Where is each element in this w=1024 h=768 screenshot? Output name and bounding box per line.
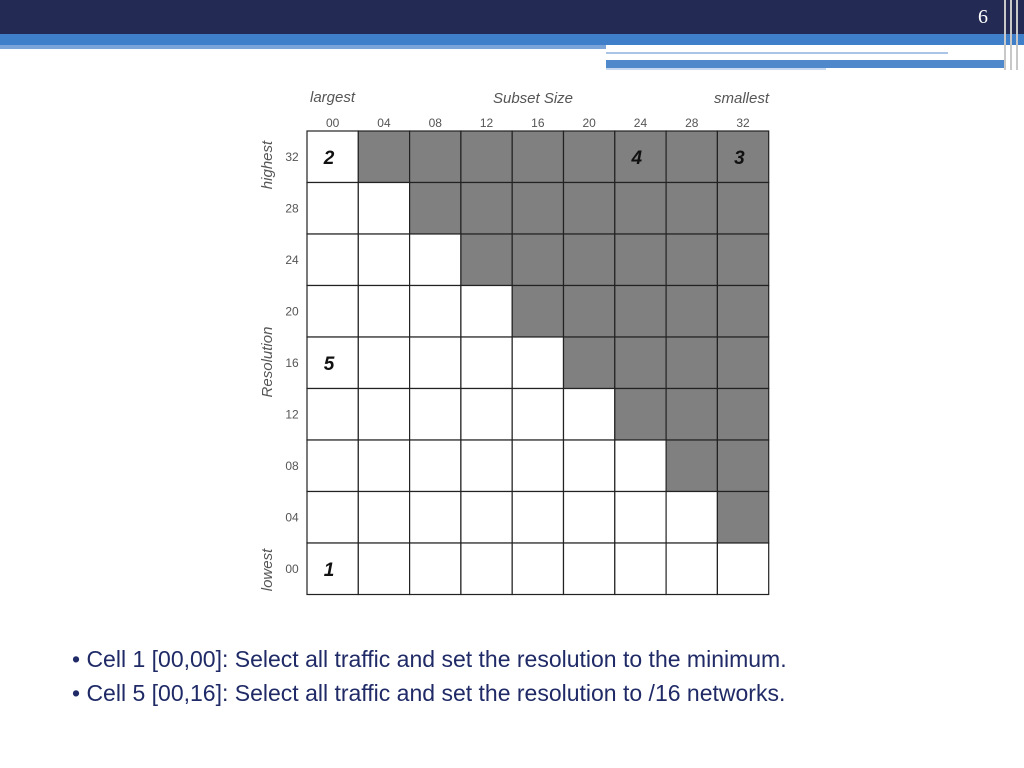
grid-cell (307, 234, 358, 286)
grid-cell-shaded (717, 234, 768, 286)
grid-cell (666, 492, 717, 544)
grid-cell (461, 286, 512, 338)
grid-cell-shaded (717, 337, 768, 389)
grid-cell (461, 543, 512, 595)
grid-cell (410, 440, 461, 492)
grid-cell-shaded (666, 183, 717, 235)
column-tick-label: 28 (685, 116, 699, 130)
grid-cell (666, 543, 717, 595)
grid-cell-shaded (512, 131, 563, 183)
column-tick-label: 08 (428, 116, 442, 130)
column-tick-label: 24 (633, 116, 648, 130)
grid-cell-shaded (461, 131, 512, 183)
axis-label-lowest: lowest (259, 548, 276, 592)
column-tick-label: 00 (325, 116, 340, 130)
row-tick-label: 24 (285, 252, 299, 267)
grid-cell-shaded (358, 131, 409, 183)
grid-cell-shaded (666, 337, 717, 389)
grid-cell-shaded (564, 286, 615, 338)
grid-cell-shaded (615, 183, 666, 235)
grid-cell (358, 234, 409, 286)
slide-number: 6 (978, 6, 988, 28)
grid-cell (410, 492, 461, 544)
cell-label-4: 4 (631, 148, 643, 169)
grid-cell-shaded (410, 183, 461, 235)
grid-cell (564, 492, 615, 544)
grid-cell-shaded (615, 389, 666, 441)
column-tick-label: 20 (582, 116, 596, 130)
grid-cell (512, 543, 563, 595)
grid-cell (512, 337, 563, 389)
grid-cell (307, 492, 358, 544)
grid-cell (512, 440, 563, 492)
bullet-item: • Cell 1 [00,00]: Select all traffic and set the resolution to the minimum. (72, 646, 787, 672)
grid-cell (512, 389, 563, 441)
grid-cell (358, 286, 409, 338)
axis-label-smallest: smallest (713, 90, 769, 107)
grid-cell (358, 492, 409, 544)
grid-cell (564, 389, 615, 441)
axis-label-largest: largest (310, 89, 356, 106)
grid-cell (461, 440, 512, 492)
grid-cell (461, 389, 512, 441)
grid-cell-shaded (410, 131, 461, 183)
grid-cell-shaded (512, 286, 563, 338)
grid-cell-shaded (564, 183, 615, 235)
grid-cell-shaded (615, 337, 666, 389)
grid-cell (410, 337, 461, 389)
grid-cell-shaded (666, 286, 717, 338)
grid-cell (358, 543, 409, 595)
grid-cell (307, 183, 358, 235)
row-tick-label: 16 (285, 355, 299, 370)
grid-cell (307, 440, 358, 492)
column-tick-label: 32 (736, 116, 750, 130)
row-tick-label: 08 (285, 458, 299, 473)
grid-cell (615, 492, 666, 544)
grid-cell-shaded (512, 234, 563, 286)
cell-label-1: 1 (323, 560, 335, 581)
grid-cell (410, 286, 461, 338)
row-tick-label: 12 (285, 407, 299, 422)
grid-cell (615, 543, 666, 595)
grid-cell-shaded (512, 183, 563, 235)
grid-cell (410, 234, 461, 286)
grid-cell-shaded (666, 389, 717, 441)
cell-label-3: 3 (734, 148, 745, 169)
column-tick-label: 16 (531, 116, 545, 130)
grid-cell-shaded (564, 337, 615, 389)
grid-cell (615, 440, 666, 492)
grid-cell (512, 492, 563, 544)
grid-cell-shaded (461, 183, 512, 235)
column-tick-label: 12 (479, 116, 494, 130)
axis-label-highest: highest (259, 140, 276, 190)
grid-cell (358, 389, 409, 441)
grid-cell (358, 183, 409, 235)
grid-cell (717, 543, 768, 595)
axis-title-subset-size: Subset Size (492, 90, 574, 107)
row-tick-label: 32 (285, 149, 299, 164)
grid-cell (307, 286, 358, 338)
bullet-item: • Cell 5 [00,16]: Select all traffic and set the resolution to /16 networks. (72, 680, 786, 706)
row-tick-label: 00 (285, 561, 299, 576)
grid-cell-shaded (666, 234, 717, 286)
grid-cell-shaded (564, 234, 615, 286)
grid-cell-shaded (717, 492, 768, 544)
row-tick-label: 28 (285, 201, 299, 216)
cell-label-5: 5 (323, 354, 335, 375)
row-tick-label: 20 (285, 304, 299, 319)
row-tick-label: 04 (285, 510, 299, 525)
cell-label-2: 2 (323, 148, 335, 169)
grid-cell-shaded (615, 234, 666, 286)
grid-cell (461, 337, 512, 389)
grid-cell-shaded (615, 286, 666, 338)
grid-cell-shaded (666, 131, 717, 183)
column-tick-label: 04 (377, 116, 391, 130)
grid-cell (410, 389, 461, 441)
grid-cell (307, 389, 358, 441)
grid-cell-shaded (717, 389, 768, 441)
grid-cell (564, 440, 615, 492)
grid-cell (358, 337, 409, 389)
grid-cell-shaded (564, 131, 615, 183)
axis-title-resolution: Resolution (259, 326, 276, 398)
grid-cell (461, 492, 512, 544)
bullet-list (72, 642, 1002, 710)
grid-cell-shaded (461, 234, 512, 286)
grid-cell (564, 543, 615, 595)
grid-cell-shaded (666, 440, 717, 492)
grid-cell-shaded (717, 440, 768, 492)
grid-cell-shaded (717, 286, 768, 338)
grid-cell (410, 543, 461, 595)
grid-cell (358, 440, 409, 492)
grid-cell-shaded (717, 183, 768, 235)
